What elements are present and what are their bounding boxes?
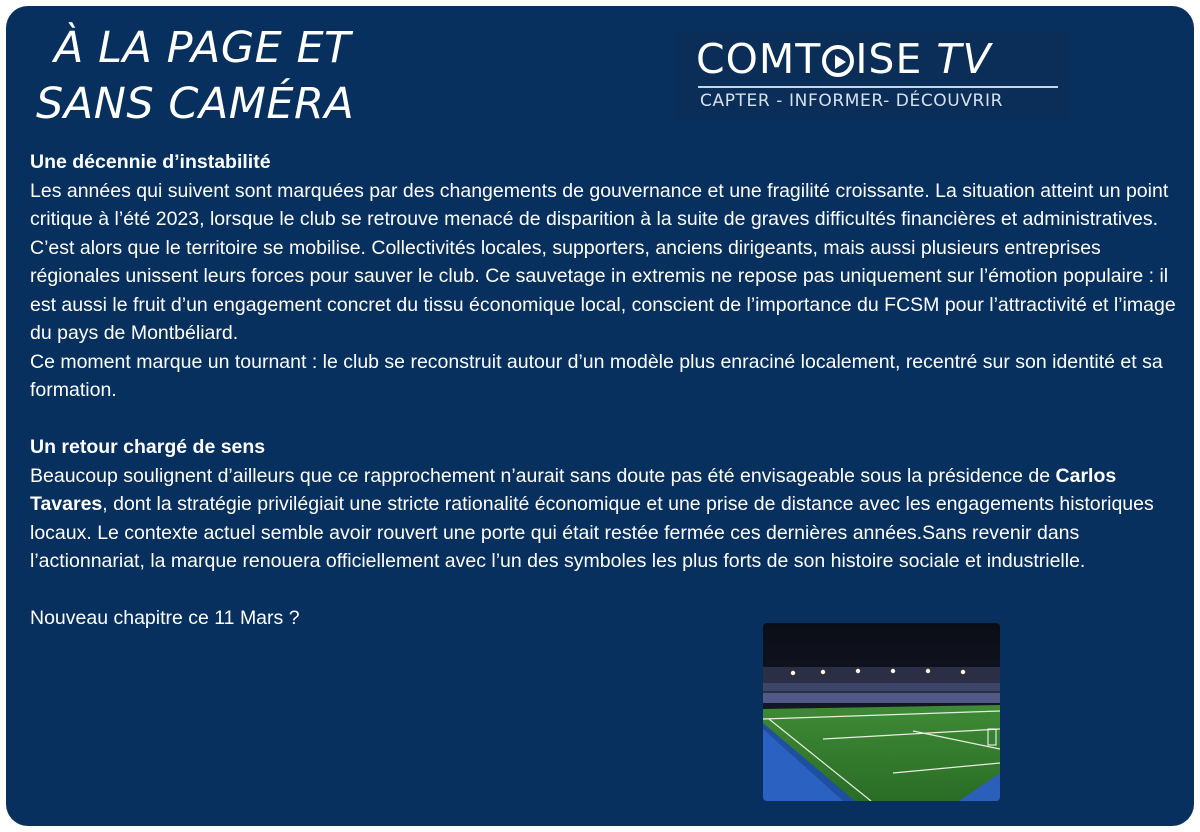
lower-stand (763, 693, 1000, 703)
logo-brand-part1: COMT (696, 35, 822, 83)
section2-text-before: Beaucoup soulignent d’ailleurs que ce rapprochement n’aurait sans doute pas été envisageable sous la présidence de (30, 464, 1056, 487)
section2-paragraph (30, 462, 1180, 576)
stadium-illustration (763, 623, 1000, 801)
article-body (30, 148, 1180, 633)
section2-text-after: , dont la stratégie privilégiait une stricte rationalité économique et une prise de distance avec les engagements historiques locaux. Le contexte actuel semble avoir rouvert une porte qui était restée fermée ces dernières années.Sans revenir dans l’actionnariat, la marque renouera officiellement avec l’un des symboles les plus forts de son histoire sociale et industrielle. (30, 493, 1154, 572)
logo-brand-part3: TV (936, 35, 992, 83)
page-title (36, 20, 354, 132)
logo-tagline: CAPTER - INFORMER- DÉCOUVRIR (700, 91, 1003, 111)
section1-paragraph2: C’est alors que le territoire se mobilise. Collectivités locales, supporters, anciens dirigeants, mais aussi plusieurs entreprises régionales unissent leurs forces pour sauver le club. Ce sauvetage in extremis ne repose pas uniquement sur l’émotion populaire : il est aussi le fruit d’un engagement concret du tissu économique local, conscient de l’importance du FCSM pour l’attractivité et l’image du pays de Montbéliard. (30, 236, 1176, 344)
logo-brand-name (696, 34, 992, 84)
article-card (6, 6, 1194, 826)
comtoise-tv-logo (678, 32, 1070, 120)
logo-divider (698, 86, 1058, 88)
section1-paragraph3: Ce moment marque un tournant : le club se reconstruit autour d’un modèle plus enraciné localement, recentré sur son identité et sa formation. (30, 350, 1163, 401)
logo-brand-part2: ISE (855, 35, 923, 83)
section1-paragraph1: Les années qui suivent sont marquées par des changements de gouvernance et une fragilité croissante. La situation atteint un point critique à l’été 2023, lorsque le club se retrouve menacé de disparition à la suite de graves difficultés financières et administratives. (30, 179, 1169, 230)
section2-title: Un retour chargé de sens (30, 436, 266, 458)
play-circle-icon (822, 45, 854, 77)
page-title-line1: À LA PAGE ET (54, 23, 351, 73)
stadium-photo (763, 623, 1000, 801)
spacer (30, 576, 1180, 605)
page-title-line2: SANS CAMÉRA (36, 79, 355, 129)
closing-question: Nouveau chapitre ce 11 Mars ? (30, 607, 300, 629)
section1-title: Une décennie d’instabilité (30, 151, 271, 173)
stand-seats (763, 683, 1000, 691)
spacer (30, 405, 1180, 434)
section2-bold-name: Carlos Tavares (30, 464, 1117, 515)
